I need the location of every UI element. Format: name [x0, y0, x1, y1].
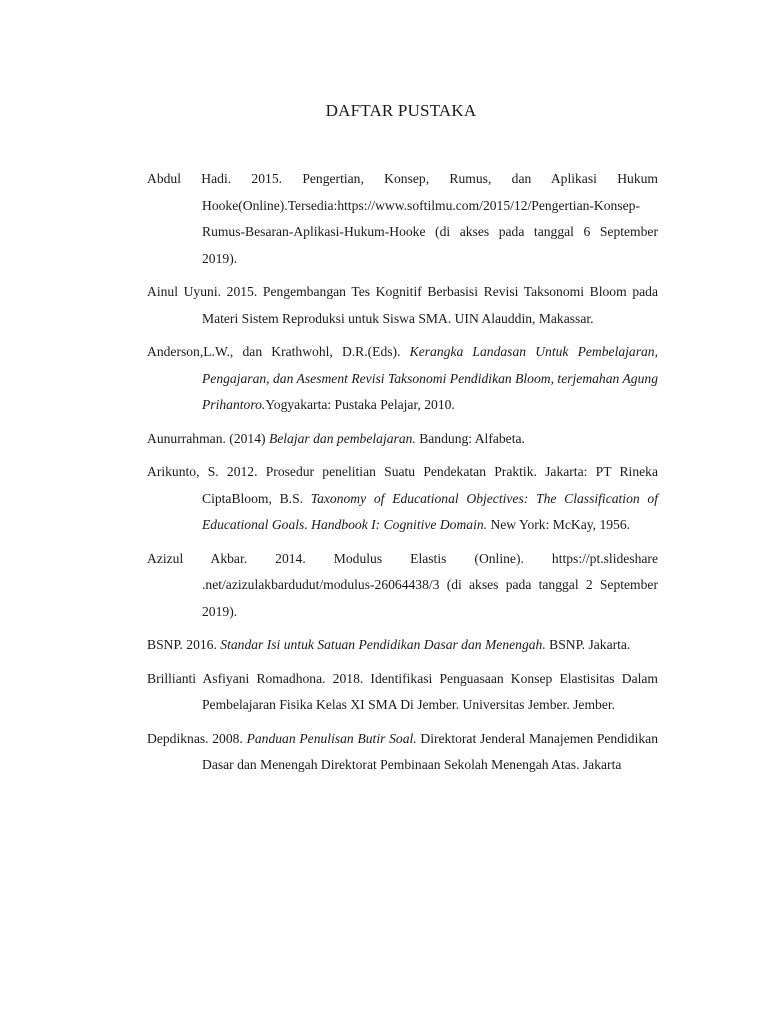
reference-list — [147, 166, 658, 786]
reference-text: Depdiknas. 2008. — [147, 730, 247, 746]
reference-text: BSNP. Jakarta. — [545, 637, 631, 652]
reference-text: New York: McKay, 1956. — [487, 517, 631, 532]
reference-text: Ainul Uyuni. 2015. Pengembangan Tes Kognitif Berbasisi Revisi Taksonomi Bloom pada Materi Sistem Reproduksi untuk Siswa SMA. UIN Alauddin, Makassar. — [147, 284, 658, 326]
page-title: DAFTAR PUSTAKA — [325, 101, 477, 120]
reference-text: Azizul Akbar. 2014. Modulus Elastis (Online). https://pt.slideshare .net/azizulakbardudut/modulus-26064438/3 (di akses pada tanggal 2 September 2019). — [147, 550, 658, 619]
reference-item — [147, 666, 658, 719]
reference-item — [147, 726, 658, 779]
reference-text: Abdul Hadi. 2015. Pengertian, Konsep, Rumus, dan Aplikasi Hukum Hooke(Online).Tersedia:https://www.softilmu.com/2015/12/Pengertian-Konsep-Rumus-Besaran-Aplikasi-Hukum-Hooke (di akses pada tanggal 6 September 2019). — [147, 171, 658, 266]
reference-text: Brillianti Asfiyani Romadhona. 2018. Identifikasi Penguasaan Konsep Elastisitas Dalam Pembelajaran Fisika Kelas XI SMA Di Jember. Universitas Jember. Jember. — [147, 670, 658, 712]
reference-item — [147, 166, 658, 272]
reference-title-italic: Belajar dan pembelajaran. — [268, 430, 416, 446]
reference-text: Direktorat Jenderal Manajemen Pendidikan Dasar dan Menengah Direktorat Pembinaan Sekolah Menengah Atas. Jakarta — [202, 730, 659, 772]
reference-text: Arikunto, S. 2012. Prosedur penelitian Suatu Pendekatan Praktik. Jakarta: PT Rineka CiptaBloom, B.S. — [147, 464, 658, 506]
reference-item — [147, 339, 658, 419]
reference-text: Anderson,L.W., dan Krathwohl, D.R.(Eds). — [147, 344, 410, 359]
reference-title-italic: Kerangka Landasan Untuk Pembelajaran, Pengajaran, dan Asesment Revisi Taksonomi Pendidikan Bloom, terjemahan Agung Prihantoro. — [202, 344, 659, 412]
reference-item — [147, 632, 658, 659]
reference-title-italic: Standar Isi untuk Satuan Pendidikan Dasar dan Menengah. — [220, 637, 546, 652]
reference-text: Yogyakarta: Pustaka Pelajar, 2010. — [265, 397, 455, 412]
reference-item — [147, 546, 658, 626]
reference-text: BSNP. 2016. — [147, 637, 221, 652]
reference-item — [147, 459, 658, 539]
reference-text: Bandung: Alfabeta. — [415, 430, 525, 446]
reference-title-italic: Panduan Penulisan Butir Soal. — [246, 730, 417, 746]
reference-text: Aunurrahman. (2014) — [147, 430, 269, 446]
reference-item — [147, 279, 658, 332]
reference-item — [147, 426, 658, 453]
reference-title-italic: Taxonomy of Educational Objectives: The Classification of Educational Goals. Handbook I: Cognitive Domain. — [202, 490, 658, 532]
